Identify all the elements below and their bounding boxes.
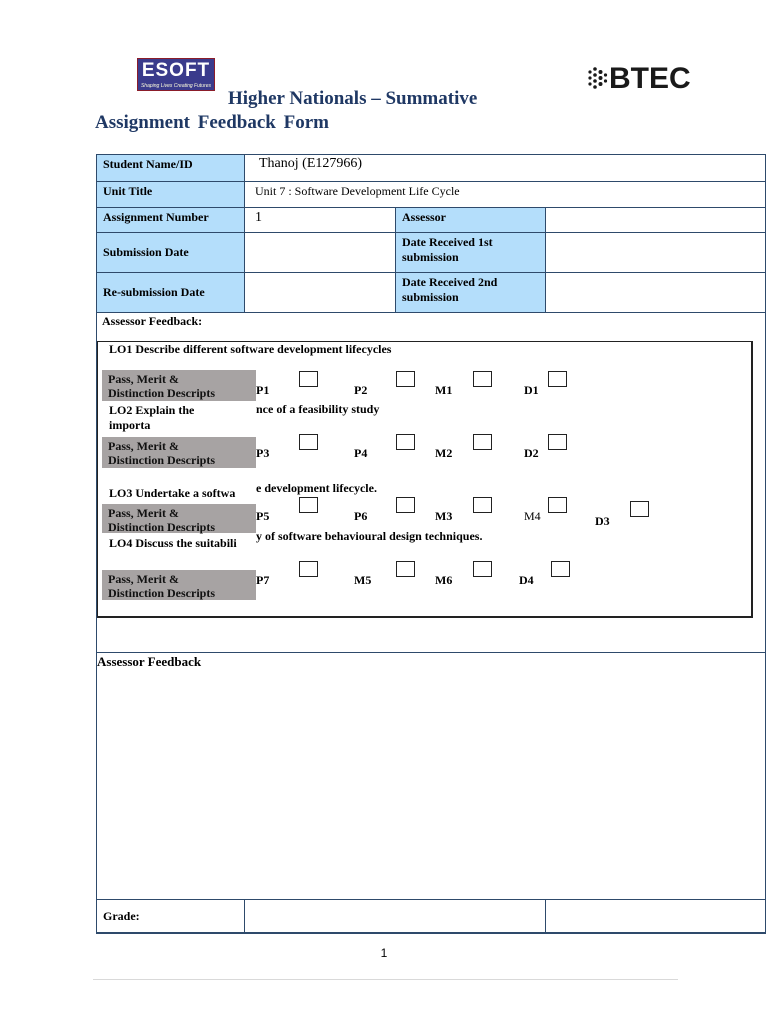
assignment-number-value[interactable]: 1 (244, 207, 396, 233)
criterion-p7: P7 (256, 573, 270, 587)
resubmission-date-value[interactable] (244, 272, 396, 313)
criterion-d1: D1 (524, 383, 539, 397)
criteria-label-line1: Pass, Merit & (108, 506, 179, 520)
lo2-text-part1: LO2 Explain the (109, 403, 195, 417)
m6-checkbox[interactable] (473, 561, 492, 577)
date-received-second-value[interactable] (545, 272, 766, 313)
page-number: 1 (380, 946, 388, 960)
criterion-p5: P5 (256, 509, 270, 523)
criterion-p4: P4 (354, 446, 368, 460)
btec-logo-text: BTEC (609, 62, 691, 95)
criterion-p6: P6 (354, 509, 368, 523)
d3-checkbox[interactable] (630, 501, 649, 517)
criteria-label-line2: Distinction Descripts (108, 586, 215, 600)
m5-checkbox[interactable] (396, 561, 415, 577)
d2-checkbox[interactable] (548, 434, 567, 450)
esoft-logo-text: ESOFT (141, 60, 211, 81)
criteria-label-line2: Distinction Descripts (108, 386, 215, 400)
criterion-p3: P3 (256, 446, 270, 460)
date-received-first-value[interactable] (545, 232, 766, 273)
assessor-label: Assessor (395, 207, 546, 233)
m2-checkbox[interactable] (473, 434, 492, 450)
esoft-logo (137, 58, 215, 91)
lo1-text: LO1 Describe different software development lifecycles (109, 342, 392, 356)
form-title-line1: Higher Nationals – Summative (228, 88, 478, 109)
grade-extra-cell (545, 899, 766, 934)
criteria-label-line2: Distinction Descripts (108, 453, 215, 467)
lo3-text-part2: e development lifecycle. (256, 481, 377, 495)
date-received-first-label: Date Received 1st submission (395, 232, 546, 273)
p7-checkbox[interactable] (299, 561, 318, 577)
criterion-d4: D4 (519, 573, 534, 587)
p4-checkbox[interactable] (396, 434, 415, 450)
p5-checkbox[interactable] (299, 497, 318, 513)
student-name-label: Student Name/ID (96, 154, 245, 182)
criterion-p1: P1 (256, 383, 270, 397)
esoft-logo-tagline: Shaping Lives Creating Futures (140, 83, 212, 89)
m1-checkbox[interactable] (473, 371, 492, 387)
footer-divider (93, 979, 678, 980)
d4-checkbox[interactable] (551, 561, 570, 577)
m4-checkbox[interactable] (548, 497, 567, 513)
criterion-m5: M5 (354, 573, 372, 587)
p6-checkbox[interactable] (396, 497, 415, 513)
lo2-text-part2: importa (109, 418, 151, 432)
form-title-line2: Assignment Feedback Form (95, 112, 329, 133)
criterion-m4: M4 (524, 509, 541, 523)
criterion-m2: M2 (435, 446, 453, 460)
assessor-feedback-area[interactable] (96, 652, 766, 900)
student-name-value[interactable]: Thanoj (E127966) (244, 154, 766, 182)
assignment-number-label: Assignment Number (96, 207, 245, 233)
lo2-text-part3: nce of a feasibility study (256, 402, 380, 416)
lo4-text-part1: LO4 Discuss the suitabili (109, 536, 237, 550)
date-received-second-label: Date Received 2nd submission (395, 272, 546, 313)
criterion-m6: M6 (435, 573, 453, 587)
criteria-label-row2 (102, 437, 256, 468)
lo3-text-part1: LO3 Undertake a softwa (109, 486, 236, 500)
submission-date-value[interactable] (244, 232, 396, 273)
p2-checkbox[interactable] (396, 371, 415, 387)
lo4-text-part2: y of software behavioural design techniques. (256, 529, 483, 543)
criteria-label-row1 (102, 370, 256, 401)
criteria-label-row4 (102, 570, 256, 600)
criterion-p2: P2 (354, 383, 368, 397)
criterion-m1: M1 (435, 383, 453, 397)
criteria-label-row3 (102, 504, 256, 533)
submission-date-label: Submission Date (96, 232, 245, 273)
m3-checkbox[interactable] (473, 497, 492, 513)
criterion-d2: D2 (524, 446, 539, 460)
criterion-m3: M3 (435, 509, 453, 523)
grade-label: Grade: (96, 899, 245, 934)
p1-checkbox[interactable] (299, 371, 318, 387)
unit-title-value[interactable]: Unit 7 : Software Development Life Cycle (244, 181, 766, 208)
assessor-value[interactable] (545, 207, 766, 233)
criteria-label-line1: Pass, Merit & (108, 372, 179, 386)
d1-checkbox[interactable] (548, 371, 567, 387)
unit-title-label: Unit Title (96, 181, 245, 208)
p3-checkbox[interactable] (299, 434, 318, 450)
assessor-feedback-heading-2: Assessor Feedback (97, 654, 202, 669)
criteria-label-line2: Distinction Descripts (108, 520, 215, 534)
criteria-label-line1: Pass, Merit & (108, 439, 179, 453)
resubmission-date-label: Re-submission Date (96, 272, 245, 313)
criterion-d3: D3 (595, 514, 610, 528)
criteria-label-line1: Pass, Merit & (108, 572, 179, 586)
btec-dots-icon (587, 64, 609, 92)
grade-value[interactable] (244, 899, 546, 934)
assessor-feedback-heading-1: Assessor Feedback: (102, 314, 203, 328)
